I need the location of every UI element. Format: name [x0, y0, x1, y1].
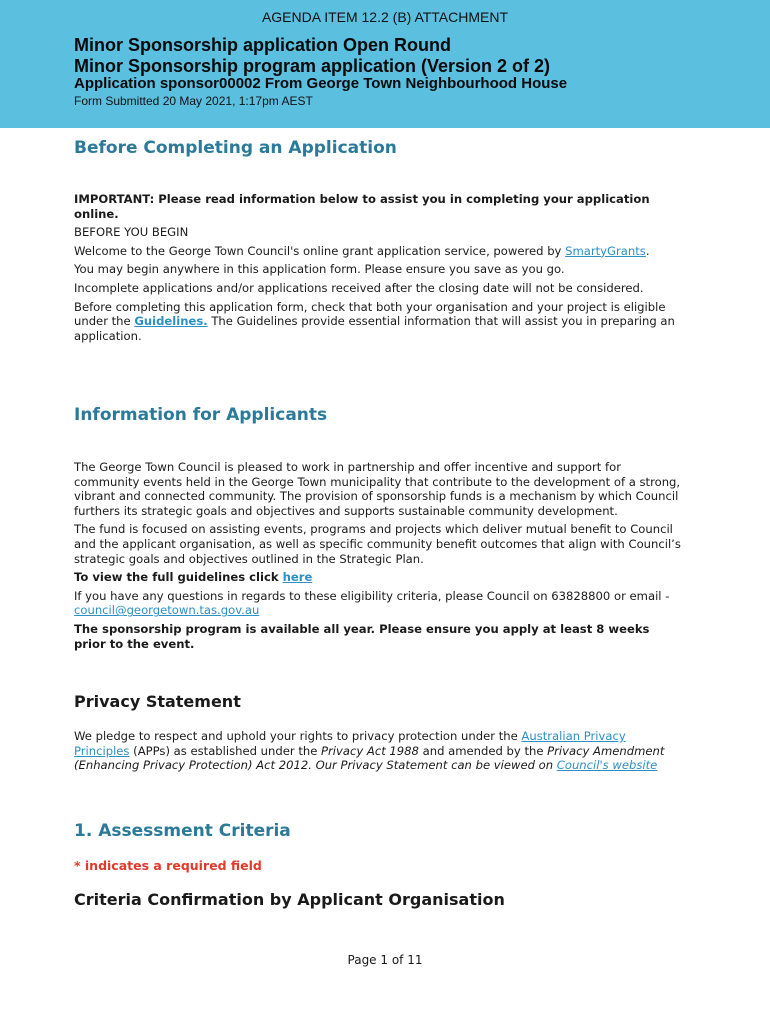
guidelines-link[interactable]: Guidelines.	[134, 314, 208, 329]
privacy-principles-link[interactable]: Australian Privacy Principles	[74, 729, 626, 758]
guidelines-here-link[interactable]: here	[282, 570, 313, 585]
required-field-note: * indicates a required field	[74, 858, 262, 873]
agenda-label: AGENDA ITEM 12.2 (B) ATTACHMENT	[261, 9, 509, 25]
privacy-content	[74, 729, 684, 777]
criteria-heading: Criteria Confirmation by Applicant Organisation	[74, 890, 505, 909]
page-number: Page 1 of 11	[347, 953, 423, 967]
anywhere-text: You may begin anywhere in this application form. Please ensure you save as you go.	[74, 262, 565, 277]
info-heading: Information for Applicants	[74, 405, 328, 425]
program-title: Minor Sponsorship program application (Version 2 of 2)	[74, 56, 551, 76]
smartygrants-link[interactable]: SmartyGrants	[565, 243, 646, 258]
questions-text: If you have any questions in regards to these eligibility criteria, please Council on 63828800 or email - council@georgetown.tas.gov.au	[74, 588, 670, 618]
info-content	[74, 460, 684, 655]
before-heading: Before Completing an Application	[74, 138, 397, 158]
privacy-text: We pledge to respect and uphold your rights to privacy protection under the Australian Privacy Principles (APPs) as established under the Privacy Act 1988 and amended by the Privacy Amendment (Enhancing Privacy Protection) Act 2012. Our Privacy Statement can be viewed on Council's website	[74, 729, 665, 773]
application-title: Application sponsor00002 From George Town Neighbourhood House	[74, 75, 568, 92]
full-guidelines-text: To view the full guidelines click here	[74, 570, 313, 585]
before-you-begin: BEFORE YOU BEGIN	[74, 225, 189, 240]
info-para-1: The George Town Council is pleased to work in partnership and offer incentive and support for community events held in the George Town municipality that contribute to the development of a strong, vibrant and connected community. The provision of sponsorship funds is a mechanism by which Council furthers its strategic goals and objectives and supports sustainable community development.	[74, 460, 681, 518]
assessment-heading: 1. Assessment Criteria	[74, 821, 291, 841]
before-content	[74, 192, 684, 347]
council-email-link[interactable]: council@georgetown.tas.gov.au	[74, 603, 260, 618]
important-note: IMPORTANT: Please read information below to assist you in completing your application online.	[74, 192, 650, 221]
welcome-text: Welcome to the George Town Council's online grant application service, powered by SmartyGrants.	[74, 243, 650, 258]
info-para-2: The fund is focused on assisting events, programs and projects which deliver mutual benefit to Council and the applicant organisation, as well as specific community benefit outcomes that align with Council’s strategic goals and objectives outlined in the Strategic Plan.	[74, 522, 681, 566]
council-website-link[interactable]: Council's website	[556, 758, 658, 773]
form-title: Minor Sponsorship application Open Round	[74, 35, 451, 55]
availability-text: The sponsorship program is available all year. Please ensure you apply at least 8 weeks prior to the event.	[74, 621, 650, 651]
incomplete-text: Incomplete applications and/or applications received after the closing date will not be considered.	[74, 280, 644, 295]
document-header	[0, 0, 770, 128]
eligibility-text: Before completing this application form, check that both your organisation and your project is eligible under the Guidelines. The Guidelines provide essential information that will assist you in preparing an application.	[74, 299, 675, 343]
submitted-date: Form Submitted 20 May 2021, 1:17pm AEST	[74, 94, 313, 108]
privacy-heading: Privacy Statement	[74, 692, 241, 711]
